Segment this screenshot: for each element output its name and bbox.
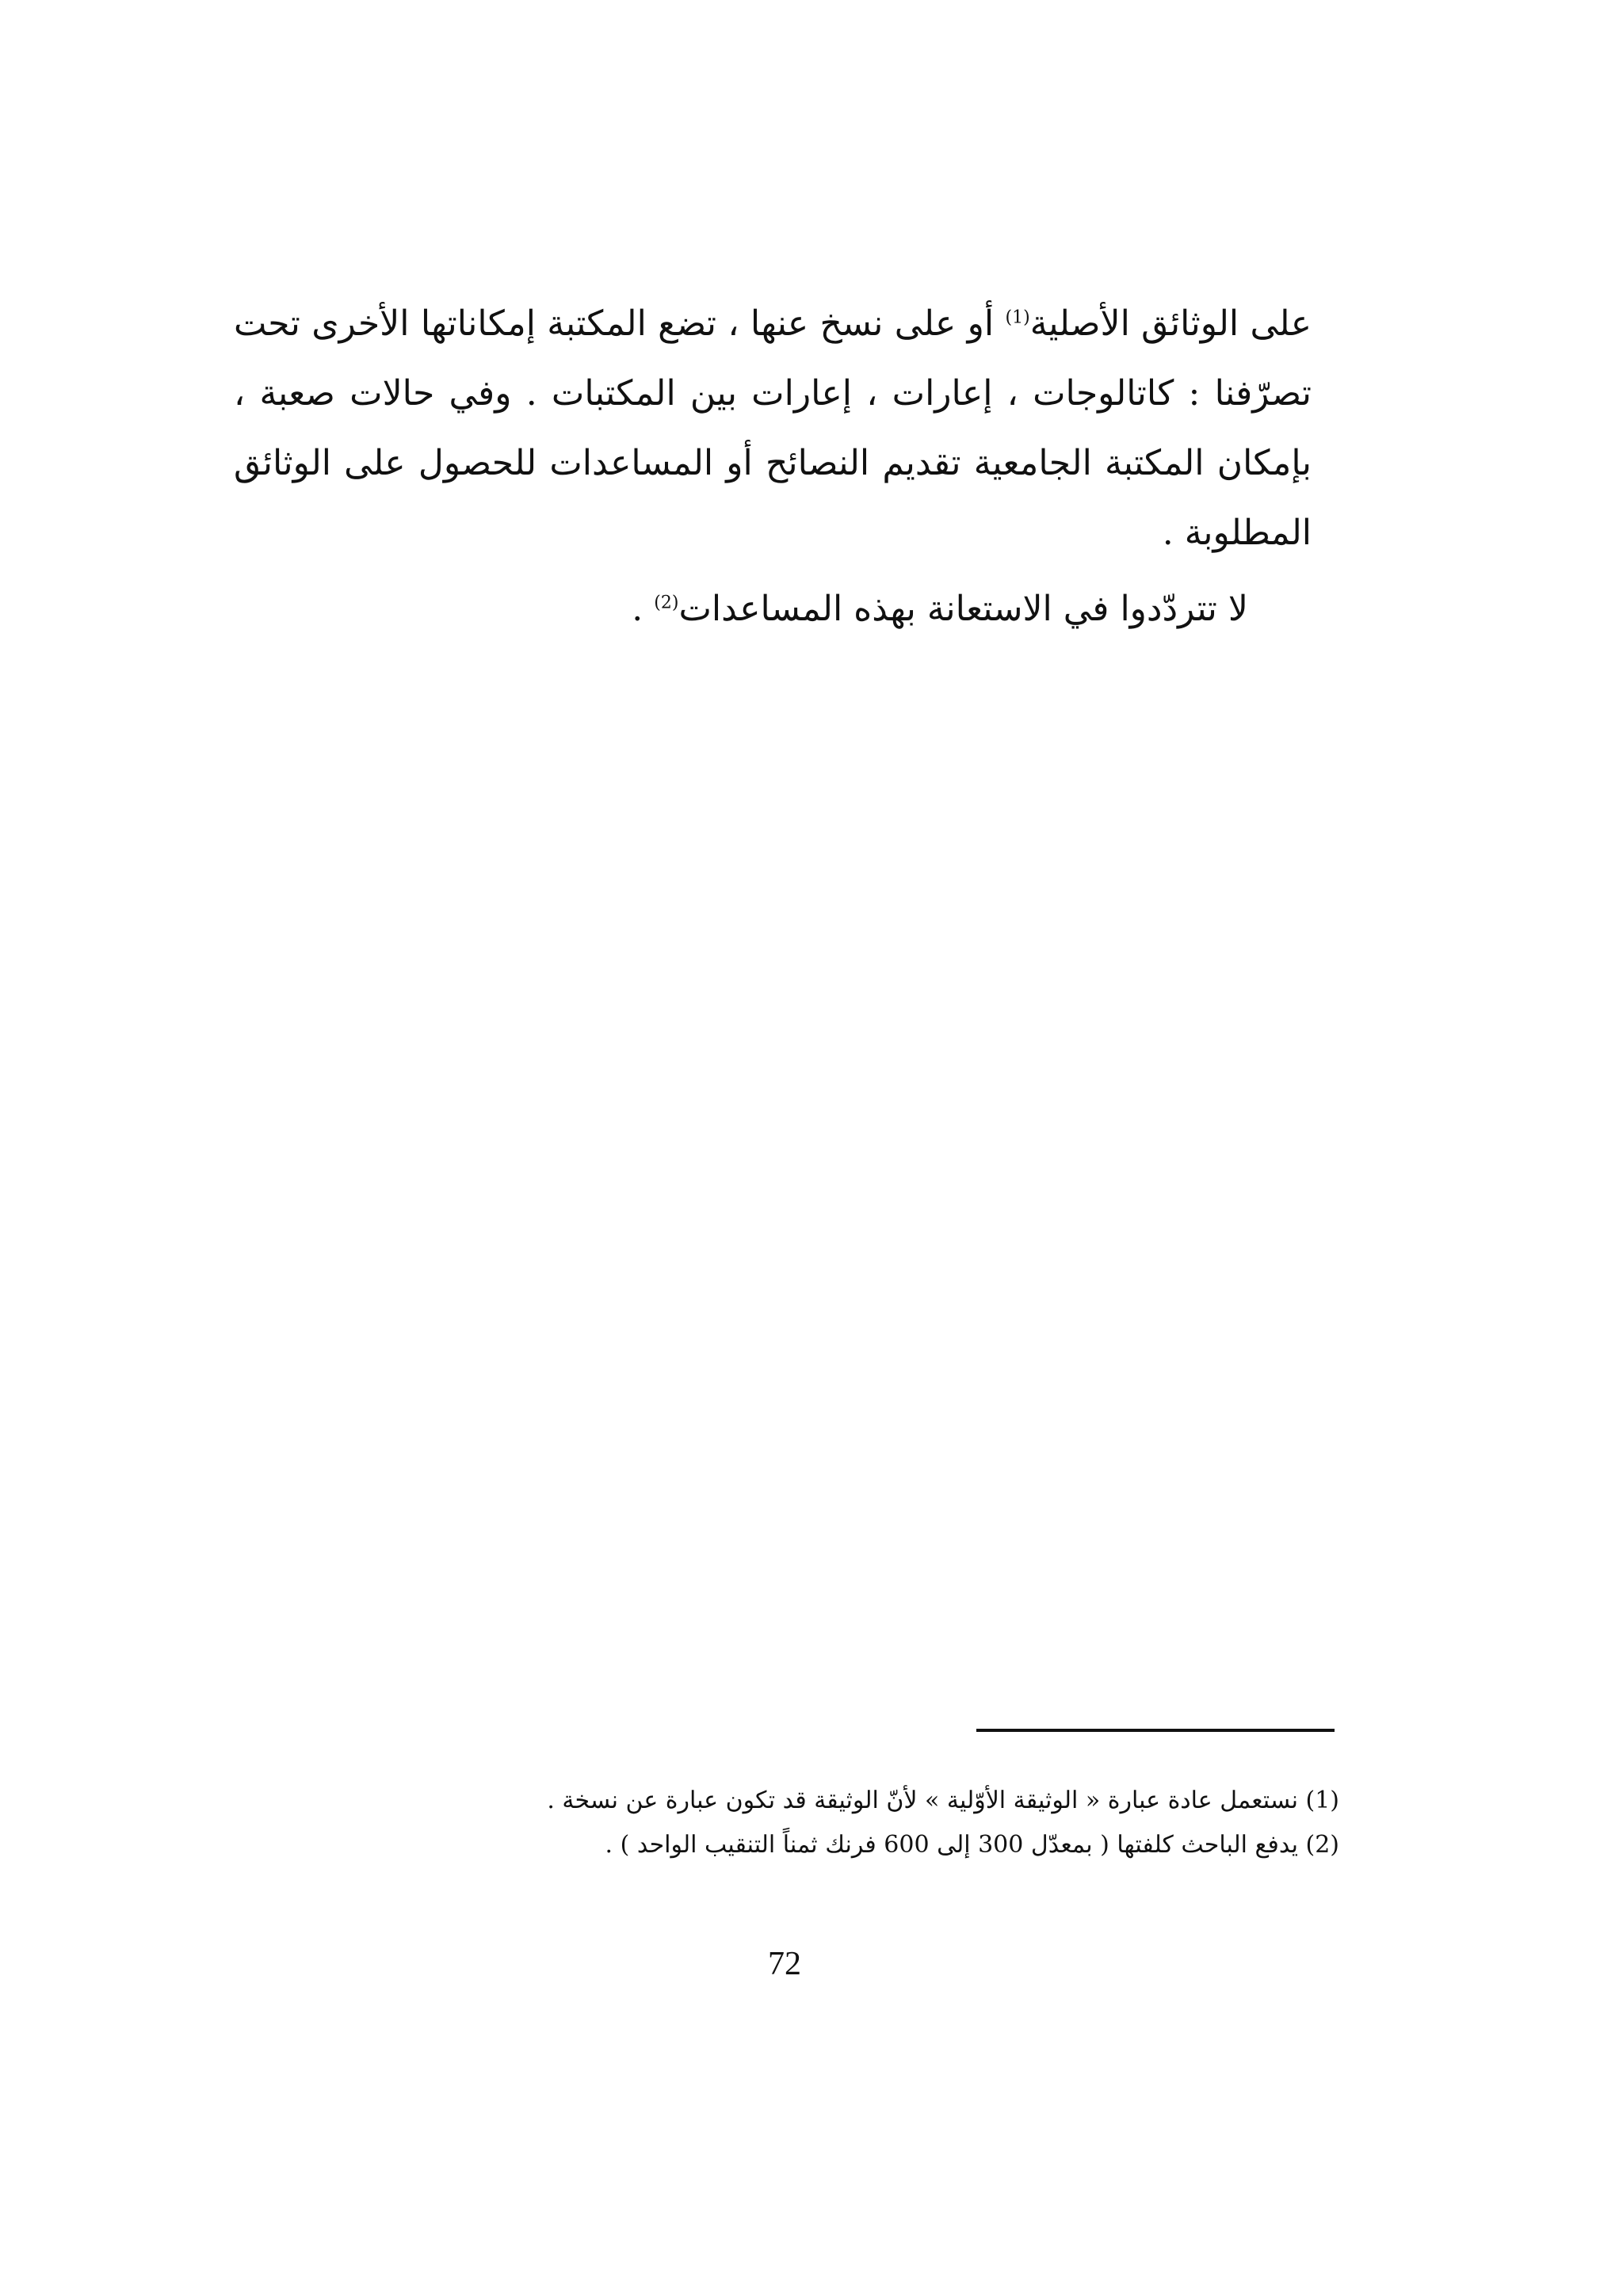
footnote-2: (2) يدفع الباحث كلفتها ( بمعدّل 300 إلى 600 فرنك ثمناً التنقيب الواحد ) . [605,1831,1339,1859]
footnote-separator [976,1729,1335,1732]
paragraph-2-start: لا تتردّدوا في الاستعانة بهذه المساعدات [678,589,1248,629]
footnote-ref-2: (2) [654,593,679,613]
body-text [234,289,1312,644]
paragraph-1-start: على الوثائق الأصلية [1029,303,1312,344]
footnote-ref-1: (1) [1005,307,1030,328]
paragraph-2-end: . [632,589,655,629]
paragraph-1-rest: أو على نسخ عنها ، تضع المكتبة إمكاناتها الأخرى تحت تصرّفنا : كاتالوجات ، إعارات ، إعارات بين المكتبات . وفي حالات صعبة ، بإمكان المكتبة الجامعية تقديم النصائح أو المساعدات للحصول على الوثائق المطلوبة . [234,303,1312,553]
page-number: 72 [768,1946,801,1982]
footnote-1: (1) نستعمل عادة عبارة « الوثيقة الأوّلية » لأنّ الوثيقة قد تكون عبارة عن نسخة . [547,1787,1339,1814]
paragraph-1 [234,289,1312,568]
paragraph-2 [234,574,1312,644]
footnotes [444,1779,1339,1867]
